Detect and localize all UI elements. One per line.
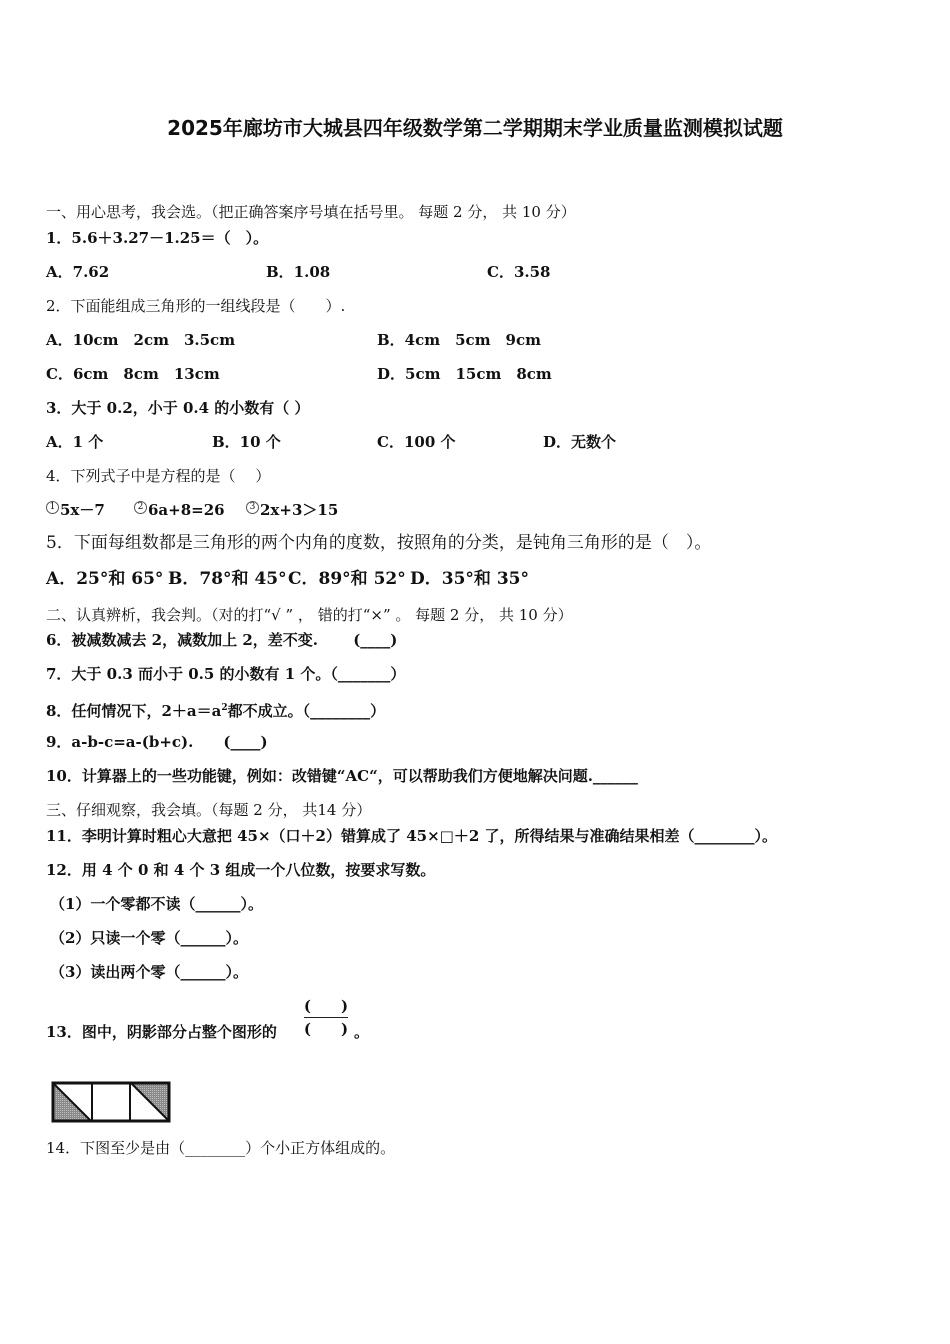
question-12: 12．用 4 个 0 和 4 个 3 组成一个八位数，按要求写数。 bbox=[46, 861, 436, 879]
q8-text-start: 8．任何情况下，2＋a＝a bbox=[46, 702, 222, 720]
q5-option-d: D．35°和 35° bbox=[410, 569, 529, 589]
q5-option-b: B．78°和 45° bbox=[168, 569, 287, 589]
q4-option-2 bbox=[134, 500, 225, 520]
question-7: 7．大于 0.3 而小于 0.5 的小数有 1 个。（_______） bbox=[46, 665, 406, 683]
q2-option-c: C．6cm 8cm 13cm bbox=[46, 365, 220, 383]
q3-option-a: A．1 个 bbox=[46, 433, 104, 451]
question-5: 5．下面每组数都是三角形的两个内角的度数，按照角的分类，是钝角三角形的是（ ）。 bbox=[46, 533, 712, 553]
q8-superscript: 2 bbox=[221, 703, 228, 713]
q4-option-1-text: 5x－7 bbox=[60, 501, 105, 519]
q2-option-d: D．5cm 15cm 8cm bbox=[377, 365, 552, 383]
q3-option-b: B．10 个 bbox=[212, 433, 281, 451]
circled-number-3: 3 bbox=[246, 501, 259, 514]
q8-text-end: 都不成立。（________） bbox=[227, 702, 386, 720]
q4-option-3 bbox=[246, 500, 338, 520]
q13-fraction bbox=[300, 995, 352, 1040]
question-9: 9．a-b-c=a-(b+c). (____) bbox=[46, 733, 268, 751]
shaded-squares-figure bbox=[50, 1080, 174, 1124]
q4-option-2-text: 6a+8=26 bbox=[148, 501, 225, 519]
q5-option-a: A．25°和 65° bbox=[46, 569, 164, 589]
question-11: 11．李明计算时粗心大意把 45×（口＋2）错算成了 45×□＋2 了，所得结果与准确结果相差（________）。 bbox=[46, 827, 777, 845]
q4-option-3-text: 2x+3＞15 bbox=[260, 501, 339, 519]
question-8 bbox=[46, 698, 385, 721]
question-4: 4．下列式子中是方程的是（ ） bbox=[46, 467, 271, 485]
question-6: 6．被减数减去 2，减数加上 2，差不变. (____) bbox=[46, 631, 398, 649]
question-1: 1．5.6＋3.27－1.25＝（ ）。 bbox=[46, 229, 269, 247]
fraction-numerator: ( ) bbox=[303, 997, 349, 1015]
q1-option-a: A．7.62 bbox=[46, 263, 110, 281]
q5-option-c: C．89°和 52° bbox=[288, 569, 406, 589]
q12-part-2: （2）只读一个零（______）。 bbox=[50, 929, 248, 947]
section-2-heading: 二、认真辨析，我会判。（对的打“√ ” ， 错的打“×” 。 每题 2 分， 共 10 分） bbox=[46, 606, 573, 624]
question-3: 3．大于 0.2，小于 0.4 的小数有（ ） bbox=[46, 399, 310, 417]
q13-end: 。 bbox=[354, 1023, 370, 1041]
fraction-denominator: ( ) bbox=[303, 1020, 349, 1038]
circled-number-2: 2 bbox=[134, 501, 147, 514]
q2-option-a: A．10cm 2cm 3.5cm bbox=[46, 331, 236, 349]
question-10: 10．计算器上的一些功能键，例如：改错键“AC“，可以帮助我们方便地解决问题.______ bbox=[46, 767, 638, 785]
q1-option-b: B．1.08 bbox=[266, 263, 331, 281]
page-title: 2025年廊坊市大城县四年级数学第二学期期末学业质量监测模拟试题 bbox=[167, 116, 783, 140]
question-2: 2．下面能组成三角形的一组线段是（ ）. bbox=[46, 297, 346, 315]
q2-option-b: B．4cm 5cm 9cm bbox=[377, 331, 542, 349]
q12-part-1: （1）一个零都不读（______）。 bbox=[50, 895, 263, 913]
q12-part-3: （3）读出两个零（______）。 bbox=[50, 963, 248, 981]
question-14: 14．下图至少是由（________）个小正方体组成的。 bbox=[46, 1139, 396, 1157]
q3-option-d: D．无数个 bbox=[543, 433, 617, 451]
section-3-heading: 三、仔细观察，我会填。（每题 2 分， 共14 分） bbox=[46, 801, 372, 819]
q4-option-1 bbox=[46, 500, 105, 520]
section-1-heading: 一、用心思考，我会选。（把正确答案序号填在括号里。 每题 2 分， 共 10 分） bbox=[46, 203, 576, 221]
circled-number-1: 1 bbox=[46, 501, 59, 514]
q3-option-c: C．100 个 bbox=[377, 433, 456, 451]
question-13: 13．图中，阴影部分占整个图形的 bbox=[46, 1023, 277, 1041]
q1-option-c: C．3.58 bbox=[487, 263, 551, 281]
